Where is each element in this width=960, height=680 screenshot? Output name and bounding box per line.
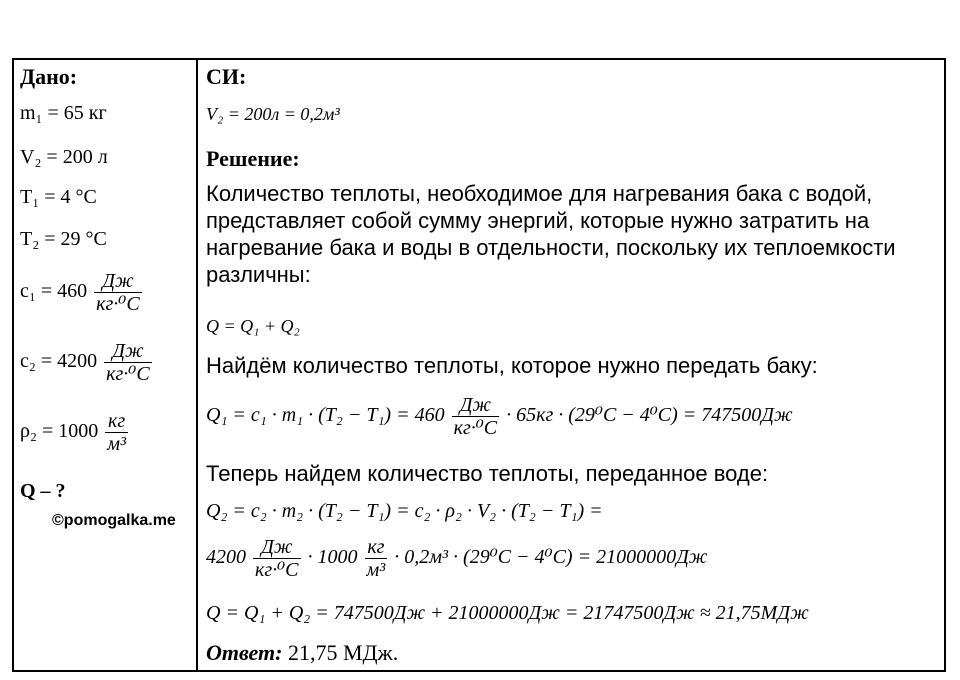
given-c2 <box>20 340 154 385</box>
given-c2-num: Дж <box>104 340 152 363</box>
equation-tank-fraction <box>452 394 500 439</box>
equation-tank-den: кг·⁰С <box>453 417 498 439</box>
equation-water-2-a: 4200 <box>206 546 246 569</box>
copyright-watermark: ©pomogalka.me <box>52 512 176 529</box>
equation-water-2-fraction-1 <box>253 536 301 581</box>
given-temp-2: T₂ = 29 °С <box>20 228 107 250</box>
given-title: Дано: <box>20 64 78 89</box>
solution-paragraph: Количество теплоты, необходимое для нагревания бака с водой, представляет собой сумму энергий, которые нужно затратить на нагревание бака и воды в отдельности, поскольку их теплоемкости различны: <box>206 181 896 287</box>
equation-water-2-b: · 1000 <box>307 546 358 569</box>
si-title: СИ: <box>206 64 247 89</box>
equation-tank-left: Q₁ = c₁ · m₁ · (T₂ − T₁) = 460 <box>206 404 445 427</box>
answer-value: 21,75 МДж. <box>282 640 399 665</box>
equation-water-2-fraction-2 <box>365 536 388 581</box>
given-c1-fraction <box>94 270 142 315</box>
given-mass: m₁ = 65 кг <box>20 102 107 124</box>
equation-water-1: Q₂ = c₂ · m₂ · (T₂ − T₁) = c₂ · ρ₂ · V₂ · (T₂ − T₁) = <box>206 500 603 522</box>
equation-water-2-num-1: Дж <box>253 536 301 559</box>
equation-tank <box>206 394 793 439</box>
column-divider <box>196 58 198 672</box>
given-density-prefix: ρ₂ = 1000 <box>20 420 99 443</box>
tank-heading: Найдём количество теплоты, которое нужно передать баку: <box>206 353 818 378</box>
given-c1-num: Дж <box>94 270 142 293</box>
given-c1 <box>20 270 144 315</box>
equation-tank-num: Дж <box>452 394 500 417</box>
equation-water-2-num-2: кг <box>365 536 388 559</box>
equation-water-2-den-2: м³ <box>366 559 386 581</box>
equation-total: Q = Q₁ + Q₂ <box>206 316 300 336</box>
answer-line <box>206 640 398 666</box>
given-density <box>20 410 130 455</box>
given-volume: V₂ = 200 л <box>20 146 108 168</box>
given-find: Q – ? <box>20 480 66 502</box>
given-temp-1: T₁ = 4 °С <box>20 186 97 208</box>
answer-label: Ответ: <box>206 640 283 665</box>
given-density-num: кг <box>105 410 128 433</box>
equation-sum: Q = Q₁ + Q₂ = 747500Дж + 21000000Дж = 21747500Дж ≈ 21,75МДж <box>206 602 809 624</box>
solution-title: Решение: <box>206 146 300 171</box>
equation-water-2-c: · 0,2м³ · (29⁰С − 4⁰С) = 21000000Дж <box>394 546 708 569</box>
given-c1-den: кг·⁰С <box>96 293 140 315</box>
given-c2-den: кг·⁰С <box>106 363 150 385</box>
si-value: V₂ = 200л = 0,2м³ <box>206 104 340 124</box>
equation-tank-right: · 65кг · (29⁰С − 4⁰С) = 747500Дж <box>506 404 793 427</box>
given-c2-prefix: c₂ = 4200 <box>20 350 98 373</box>
given-c2-fraction <box>104 340 152 385</box>
water-heading: Теперь найдем количество теплоты, переданное воде: <box>206 461 769 486</box>
given-c1-prefix: c₁ = 460 <box>20 280 88 303</box>
equation-water-2 <box>206 536 707 581</box>
equation-water-2-den-1: кг·⁰С <box>255 559 299 581</box>
given-density-den: м³ <box>107 433 126 455</box>
given-density-fraction <box>105 410 128 455</box>
